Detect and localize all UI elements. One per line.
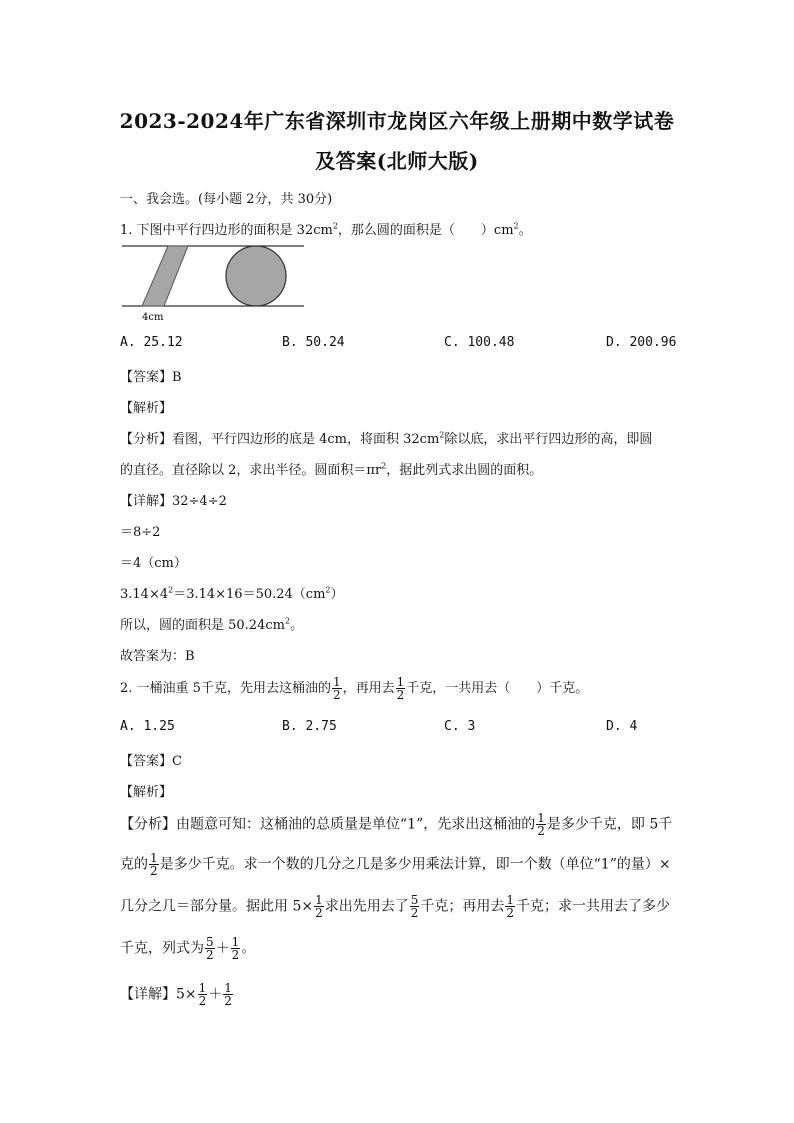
q2-analysis-line3: 几分之几＝部分量。据此用 5× $\frac{1}{2}$ 求出先用去了 $\frac{5}{2}$ 千克；再用去 $\frac{1}{2}$ 千克；求一共用去了多少 [120,893,671,920]
q1-detail-line5: 所以，圆的面积是 $50.24cm^2$。 [120,616,304,633]
fraction-one-half: $\frac{1}{2}$ [332,675,341,702]
q2-option-c: C. 3 [444,719,476,734]
fraction-five-halves: $\frac{5}{2}$ [410,893,419,920]
page-title-line1: 2023-2024年广东省深圳市龙岗区六年级上册期中数学试卷 [119,109,675,133]
q1-option-d: D. 200.96 [606,335,677,350]
q1-detail-line4: $3.14\times 4^2=3.14\times 16=50.24(cm^2)$ [120,585,344,602]
q1-analysis-heading: 【解析】 [120,401,173,416]
page-title-line2: 及答案(北师大版) [315,149,479,173]
circle-shape [226,246,286,306]
q2-option-b: B. 2.75 [282,719,337,734]
base-length-label: 4cm [142,312,164,323]
q1-conclusion: 故答案为：B [120,649,195,664]
q1-option-c: C. 100.48 [444,335,515,350]
q1-figure [118,240,308,325]
q1-detail-line3: ＝4（cm） [120,556,187,571]
q1-stem: 1. 下图中平行四边形的面积是 $32cm^2$，那么圆的面积是（ ）$cm^2$。 [120,221,532,238]
q2-answer: 【答案】C [120,754,182,769]
q1-detail-line1: 【详解】32÷4÷2 [120,494,227,509]
parallelogram-shape [142,246,188,306]
q1-answer: 【答案】B [120,370,182,385]
q1-detail-line2: ＝8÷2 [120,525,161,540]
q2-analysis-heading: 【解析】 [120,785,173,800]
q1-analysis-line1: 【分析】看图，平行四边形的底是 4cm，将面积 $32cm^2$除以底，求出平行四边形的高，即圆 [120,430,653,447]
fraction-one-half: $\frac{1}{2}$ [506,893,515,920]
fraction-one-half: $\frac{1}{2}$ [150,851,158,878]
fraction-one-half: $\frac{1}{2}$ [537,811,545,838]
q1-option-a: A. 25.12 [120,335,183,350]
q1-option-b: B. 50.24 [282,335,345,350]
q2-option-d: D. 4 [606,719,638,734]
fraction-one-half: $\frac{1}{2}$ [198,981,207,1008]
fraction-one-half: $\frac{1}{2}$ [396,675,405,702]
fraction-one-half: $\frac{1}{2}$ [315,893,323,920]
q2-analysis-line1: 【分析】由题意可知：这桶油的总质量是单位“1”，先求出这桶油的 $\frac{1}{2}$ 是多少千克，即 5千 [120,811,673,838]
q2-detail-line1: 【详解】5× $\frac{1}{2}$ ＋ $\frac{1}{2}$ [120,981,232,1008]
q1-analysis-line2: 的直径。直径除以 2，求出半径。圆面积$=\pi r^2$，据此列式求出圆的面积。 [120,461,543,478]
section-heading: 一、我会选。(每小题 2分，共 30分) [120,192,333,207]
q2-stem: 2. 一桶油重 5千克，先用去这桶油的 $\frac{1}{2}$ ，再用去 $\frac{1}{2}$ 千克，一共用去（ ）千克。 [120,675,589,702]
q2-analysis-line4: 千克，列式为 $\frac{5}{2}$ ＋ $\frac{1}{2}$ 。 [120,935,256,962]
fraction-five-halves: $\frac{5}{2}$ [206,935,214,962]
fraction-one-half: $\frac{1}{2}$ [231,935,240,962]
q2-option-a: A. 1.25 [120,719,175,734]
q2-analysis-line2: 克的 $\frac{1}{2}$ 是多少千克。求一个数的几分之几是多少用乘法计算，即一个数（单位“1”的量）× [120,851,671,878]
fraction-one-half: $\frac{1}{2}$ [224,981,232,1008]
